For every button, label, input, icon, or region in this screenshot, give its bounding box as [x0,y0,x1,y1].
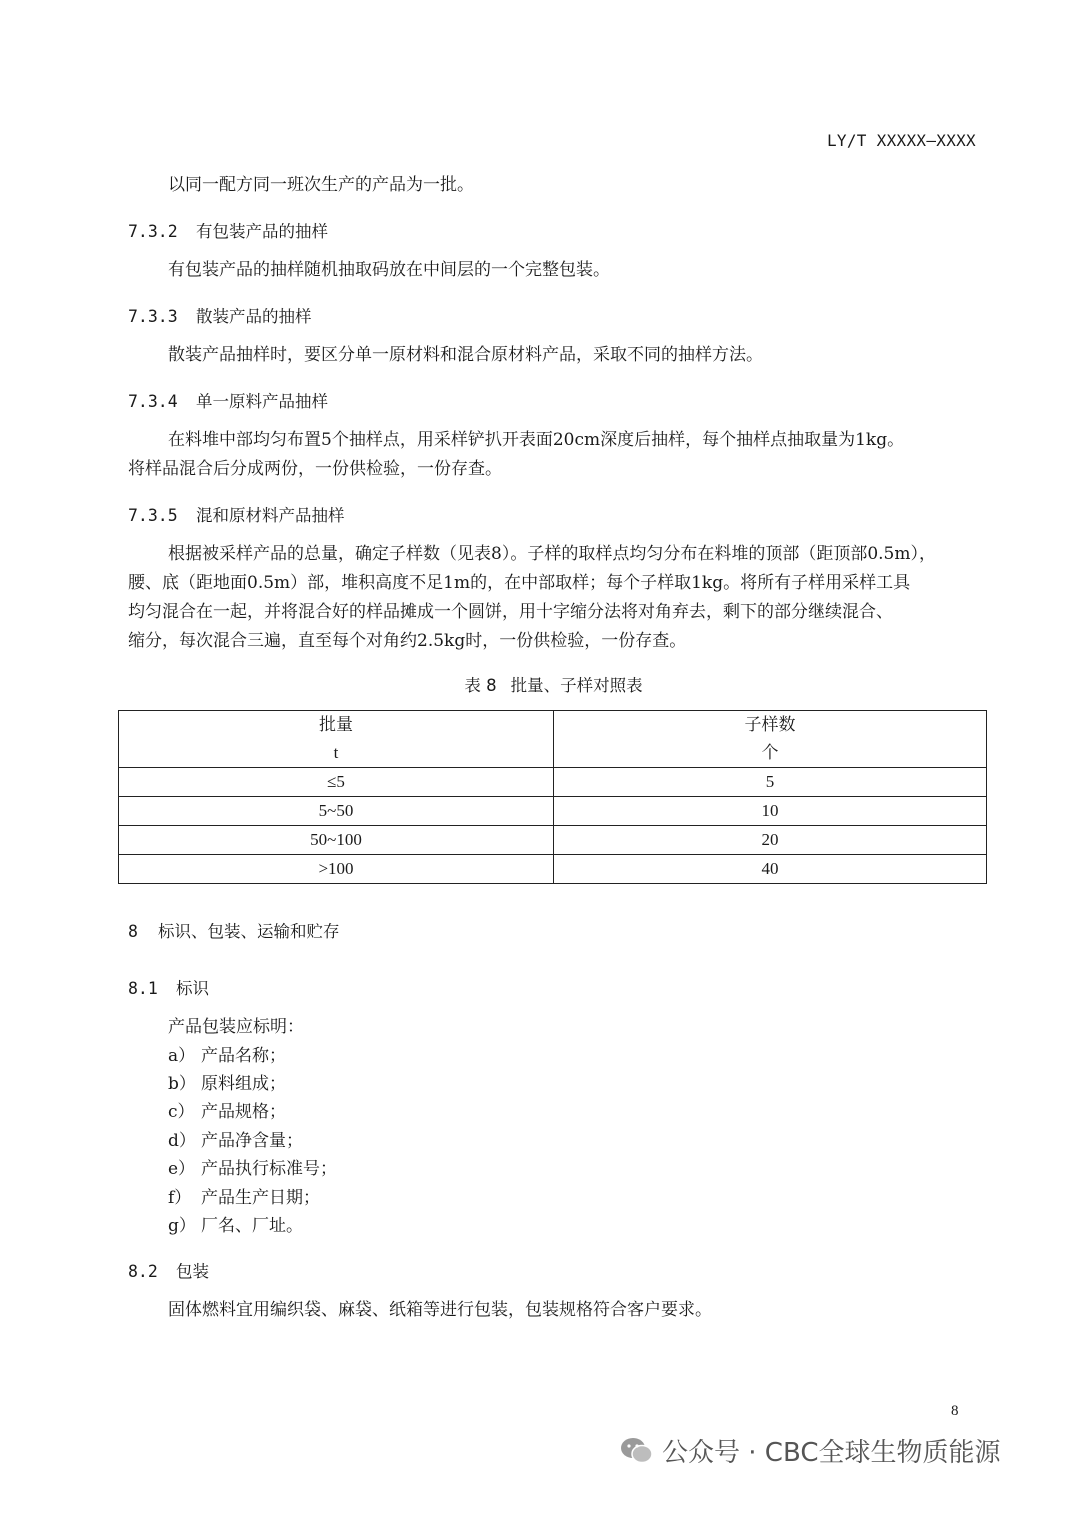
wechat-icon [620,1436,654,1466]
samples-cell: 40 [554,855,987,884]
batch-cell: 5~50 [119,797,554,826]
section-number: 7.3.5 [128,506,178,525]
section-number: 8.2 [128,1262,158,1281]
section-7-3-4-line-2: 将样品混合后分成两份，一份供检验，一份存查。 [128,459,502,479]
section-title: 混和原材料产品抽样 [196,506,345,525]
table-row [119,797,987,826]
list-marker: c） [168,1102,195,1122]
table-caption [0,672,1080,696]
section-8-1-heading [128,975,209,999]
table-row [119,855,987,884]
header-unit: 个 [761,743,779,762]
section-number: 8 [128,922,138,941]
list-text: 产品生产日期； [201,1188,320,1208]
watermark [620,1432,1000,1469]
section-7-3-4-line-1: 在料堆中部均匀布置5个抽样点，用采样铲扒开表面20cm深度后抽样，每个抽样点抽取量为1kg。 [168,430,905,450]
watermark-text: 公众号 · CBC全球生物质能源 [662,1438,1001,1468]
section-7-3-2-heading [128,218,328,242]
section-title: 标识 [176,979,209,998]
header-unit: t [333,743,339,762]
section-title: 有包装产品的抽样 [196,222,328,241]
list-text: 原料组成； [201,1074,286,1094]
section-7-3-5-line-2: 腰、底（距地面0.5m）部，堆积高度不足1m的，在中部取样；每个子样取1kg。将所有子样用采样工具 [128,573,911,593]
section-number: 7.3.2 [128,222,178,241]
list-item [168,1127,303,1155]
list-marker: e） [168,1159,196,1179]
list-marker: f） [168,1188,192,1208]
header-name: 子样数 [744,715,796,734]
section-7-3-5-line-3: 均匀混合在一起，并将混合好的样品摊成一个圆饼，用十字缩分法将对角弃去，剩下的部分继续混合、 [128,602,893,622]
samples-cell: 10 [554,797,987,826]
section-title: 单一原料产品抽样 [196,392,328,411]
section-7-3-4-heading [128,388,328,412]
batch-cell: >100 [119,855,554,884]
list-item [168,1155,337,1183]
section-7-3-5-line-1: 根据被采样产品的总量，确定子样数（见表8）。子样的取样点均匀分布在料堆的顶部（距顶部0.5m）， [168,544,936,564]
section-7-3-5-heading [128,502,345,526]
list-text: 产品名称； [201,1046,286,1066]
section-8-2-text: 固体燃料宜用编织袋、麻袋、纸箱等进行包装，包装规格符合客户要求。 [168,1300,712,1320]
column-header-batch [119,711,554,768]
list-marker: d） [168,1131,196,1151]
batch-cell: 50~100 [119,826,554,855]
column-header-samples [554,711,987,768]
list-text: 产品净含量； [201,1131,303,1151]
table-title: 批量、子样对照表 [510,676,643,695]
section-8-heading [128,918,340,942]
samples-cell: 5 [554,768,987,797]
batch-sample-table [118,710,987,884]
list-text: 厂名、厂址。 [201,1216,303,1236]
table-row [119,826,987,855]
section-8-2-heading [128,1258,209,1282]
list-item [168,1042,286,1070]
section-7-3-3-text: 散装产品抽样时，要区分单一原材料和混合原材料产品，采取不同的抽样方法。 [168,345,763,365]
section-number: 7.3.3 [128,307,178,326]
batch-cell: ≤5 [119,768,554,797]
section-number: 8.1 [128,979,158,998]
table-row [119,768,987,797]
list-item [168,1098,286,1126]
list-marker: g） [168,1216,196,1236]
header-name: 批量 [319,715,353,734]
section-8-1-intro: 产品包装应标明： [168,1017,304,1037]
document-code: LY/T XXXXX—XXXX [827,131,976,150]
intro-paragraph: 以同一配方同一班次生产的产品为一批。 [168,175,474,195]
list-text: 产品执行标准号； [201,1159,337,1179]
section-number: 7.3.4 [128,392,178,411]
list-item [168,1212,303,1240]
section-7-3-3-heading [128,303,312,327]
section-7-3-2-text: 有包装产品的抽样随机抽取码放在中间层的一个完整包装。 [168,260,610,280]
list-marker: a） [168,1046,196,1066]
page-number: 8 [951,1403,959,1419]
samples-cell: 20 [554,826,987,855]
list-marker: b） [168,1074,196,1094]
section-title: 散装产品的抽样 [196,307,312,326]
list-item [168,1184,320,1212]
section-7-3-5-line-4: 缩分，每次混合三遍，直至每个对角约2.5kg时，一份供检验，一份存查。 [128,631,687,651]
section-title: 包装 [176,1262,209,1281]
table-number: 表 8 [464,676,497,695]
list-item [168,1070,286,1098]
section-title: 标识、包装、运输和贮存 [158,922,340,941]
list-text: 产品规格； [201,1102,286,1122]
table-header-row [119,711,987,768]
